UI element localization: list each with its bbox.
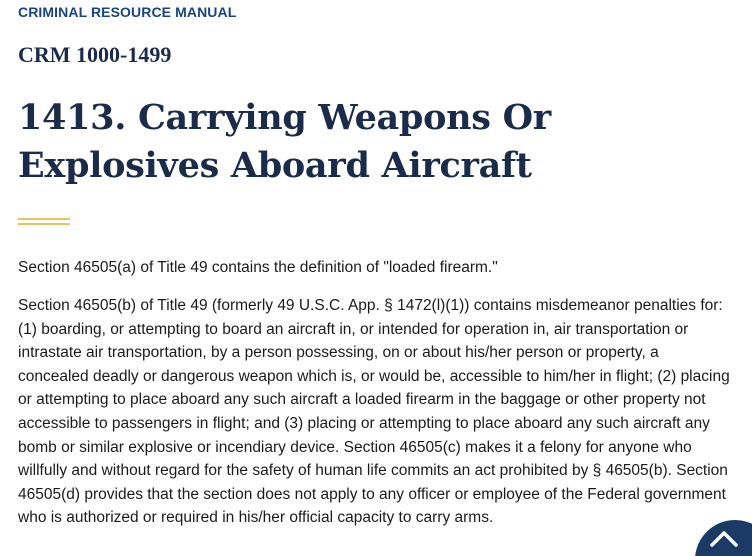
body-paragraph-1: Section 46505(a) of Title 49 contains the definition of "loaded firearm." (18, 259, 498, 276)
divider-line-bottom (18, 223, 70, 225)
criminal-resource-manual-link[interactable]: CRIMINAL RESOURCE MANUAL (18, 4, 237, 20)
body-paragraph-2: Section 46505(b) of Title 49 (formerly 49 U.S.C. App. § 1472(l)(1)) contains misdemeanor penalties for: (1) boarding, or attempting to board an aircraft in, or intended for operation in, air transportation or intrastate air transportation, by a person possessing, on or about his/her person or property, a concealed deadly or dangerous weapon which is, or would be, accessible to him/her in flight; (2) placing or attempting to place aboard any such aircraft a loaded firearm in the baggage or other property not accessible to passengers in flight; and (3) placing or attempting to place aboard any such aircraft any bomb or similar explosive or incendiary device. Section 46505(c) makes it a felony for anyone who willfully and without regard for the safety of human life commits an act prohibited by § 46505(b). Section 46505(d) provides that the section does not apply to any officer or employee of the Federal government who is authorized or required in his/her official capacity to carry arms. (18, 297, 730, 527)
title-divider (18, 218, 70, 228)
divider-line-top (18, 218, 70, 220)
page-title: 1413. Carrying Weapons Or Explosives Aboard Aircraft (18, 97, 551, 186)
chevron-up-icon (709, 528, 739, 548)
section-range-heading: CRM 1000-1499 (18, 42, 172, 67)
